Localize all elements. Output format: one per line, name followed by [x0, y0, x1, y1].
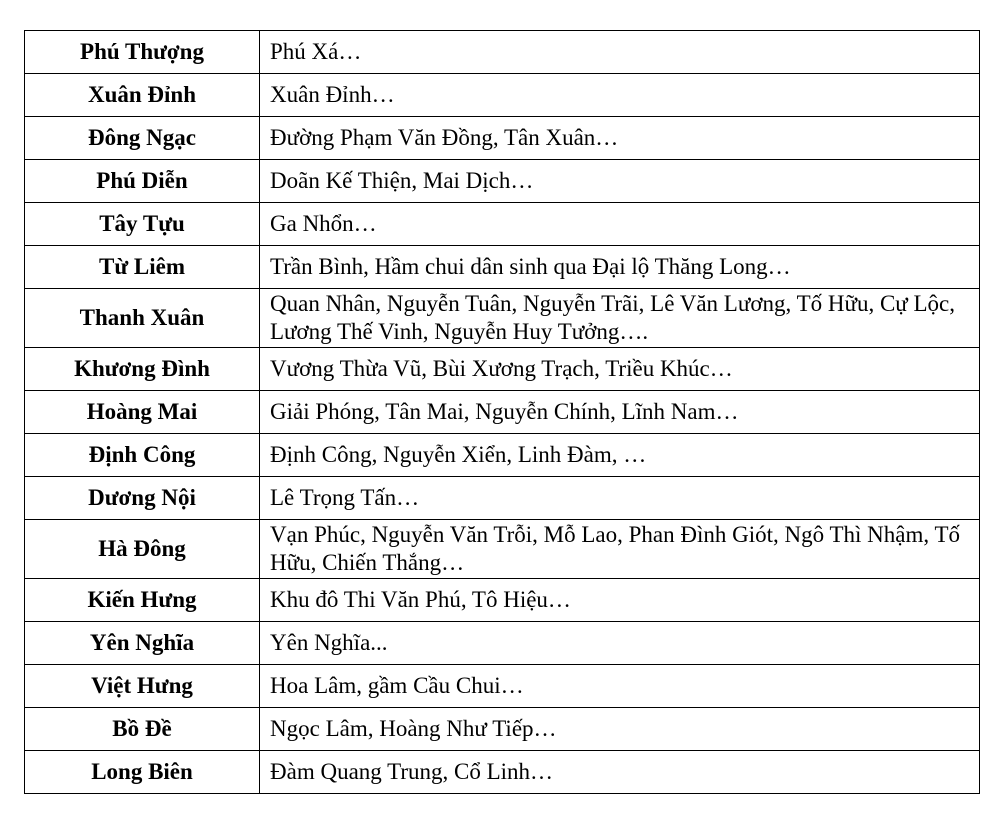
- ward-name-cell: Định Công: [25, 434, 260, 477]
- table-row: [25, 708, 980, 751]
- table-row: [25, 477, 980, 520]
- streets-cell: Đàm Quang Trung, Cổ Linh…: [260, 751, 980, 794]
- streets-cell: Định Công, Nguyễn Xiển, Linh Đàm, …: [260, 434, 980, 477]
- streets-cell: Đường Phạm Văn Đồng, Tân Xuân…: [260, 117, 980, 160]
- ward-name-cell: Thanh Xuân: [25, 289, 260, 348]
- streets-cell: Trần Bình, Hầm chui dân sinh qua Đại lộ Thăng Long…: [260, 246, 980, 289]
- streets-cell: Doãn Kế Thiện, Mai Dịch…: [260, 160, 980, 203]
- table-row: [25, 622, 980, 665]
- table-row: [25, 520, 980, 579]
- table-row: [25, 579, 980, 622]
- ward-name-cell: Bồ Đề: [25, 708, 260, 751]
- table-row: [25, 31, 980, 74]
- ward-name-cell: Yên Nghĩa: [25, 622, 260, 665]
- streets-cell: Lê Trọng Tấn…: [260, 477, 980, 520]
- table-row: [25, 289, 980, 348]
- ward-name-cell: Khương Đình: [25, 348, 260, 391]
- table-row: [25, 665, 980, 708]
- table-row: [25, 391, 980, 434]
- ward-name-cell: Phú Diễn: [25, 160, 260, 203]
- streets-cell: Khu đô Thi Văn Phú, Tô Hiệu…: [260, 579, 980, 622]
- streets-cell: Xuân Đỉnh…: [260, 74, 980, 117]
- streets-cell: Vương Thừa Vũ, Bùi Xương Trạch, Triều Khúc…: [260, 348, 980, 391]
- streets-cell: Phú Xá…: [260, 31, 980, 74]
- table-row: [25, 751, 980, 794]
- streets-cell: Giải Phóng, Tân Mai, Nguyễn Chính, Lĩnh Nam…: [260, 391, 980, 434]
- table-row: [25, 117, 980, 160]
- ward-name-cell: Tây Tựu: [25, 203, 260, 246]
- ward-name-cell: Kiến Hưng: [25, 579, 260, 622]
- ward-name-cell: Hoàng Mai: [25, 391, 260, 434]
- ward-name-cell: Đông Ngạc: [25, 117, 260, 160]
- ward-name-cell: Từ Liêm: [25, 246, 260, 289]
- streets-cell: Ga Nhổn…: [260, 203, 980, 246]
- ward-name-cell: Việt Hưng: [25, 665, 260, 708]
- streets-cell: Vạn Phúc, Nguyễn Văn Trỗi, Mỗ Lao, Phan Đình Giót, Ngô Thì Nhậm, Tố Hữu, Chiến Thắng…: [260, 520, 980, 579]
- ward-streets-table: [24, 30, 980, 794]
- table-row: [25, 348, 980, 391]
- streets-cell: Hoa Lâm, gầm Cầu Chui…: [260, 665, 980, 708]
- streets-cell: Quan Nhân, Nguyễn Tuân, Nguyễn Trãi, Lê Văn Lương, Tố Hữu, Cự Lộc, Lương Thế Vinh, Nguyễn Huy Tưởng….: [260, 289, 980, 348]
- streets-cell: Yên Nghĩa...: [260, 622, 980, 665]
- table-row: [25, 246, 980, 289]
- table-row: [25, 160, 980, 203]
- table-row: [25, 203, 980, 246]
- ward-name-cell: Long Biên: [25, 751, 260, 794]
- ward-name-cell: Hà Đông: [25, 520, 260, 579]
- ward-name-cell: Phú Thượng: [25, 31, 260, 74]
- ward-name-cell: Xuân Đỉnh: [25, 74, 260, 117]
- table-row: [25, 74, 980, 117]
- table-row: [25, 434, 980, 477]
- streets-cell: Ngọc Lâm, Hoàng Như Tiếp…: [260, 708, 980, 751]
- ward-name-cell: Dương Nội: [25, 477, 260, 520]
